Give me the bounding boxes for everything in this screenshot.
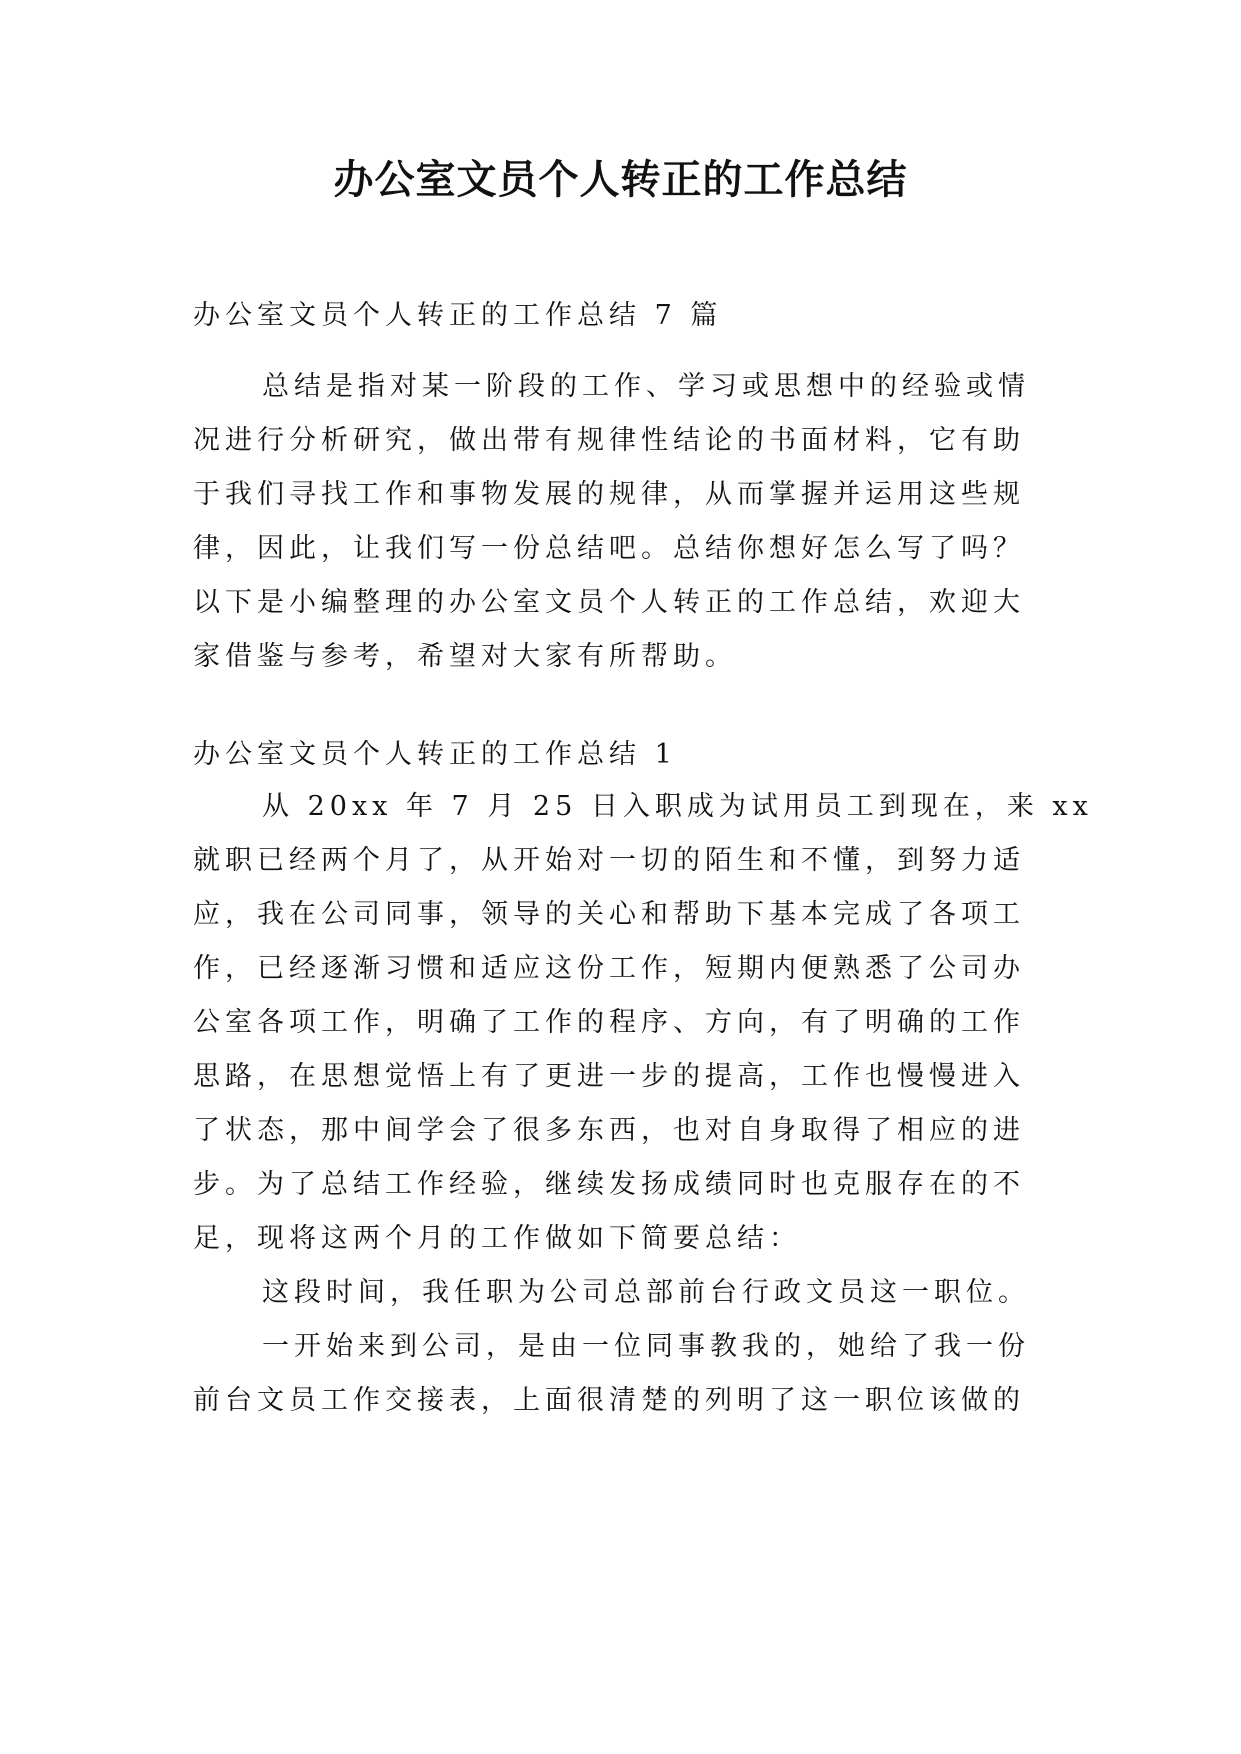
section-heading: 办公室文员个人转正的工作总结 1: [193, 739, 677, 770]
document-title: 办公室文员个人转正的工作总结: [333, 157, 908, 203]
paragraph-line: 前台文员工作交接表，上面很清楚的列明了这一职位该做的: [193, 1385, 1025, 1416]
intro-line: 家借鉴与参考，希望对大家有所帮助。: [193, 641, 737, 672]
paragraph-line: 就职已经两个月了，从开始对一切的陌生和不懂，到努力适: [193, 845, 1025, 876]
intro-line: 律，因此，让我们写一份总结吧。总结你想好怎么写了吗？: [193, 533, 1025, 564]
intro-line: 以下是小编整理的办公室文员个人转正的工作总结，欢迎大: [193, 587, 1025, 618]
paragraph-line: 一开始来到公司，是由一位同事教我的，她给了我一份: [262, 1331, 1030, 1362]
paragraph-line: 作，已经逐渐习惯和适应这份工作，短期内便熟悉了公司办: [193, 953, 1025, 984]
intro-line: 于我们寻找工作和事物发展的规律，从而掌握并运用这些规: [193, 479, 1025, 510]
paragraph-line: 思路，在思想觉悟上有了更进一步的提高，工作也慢慢进入: [193, 1061, 1025, 1092]
intro-line: 总结是指对某一阶段的工作、学习或思想中的经验或情: [262, 371, 1030, 402]
document-subtitle: 办公室文员个人转正的工作总结 7 篇: [193, 300, 723, 331]
paragraph-line: 从 20xx 年 7 月 25 日入职成为试用员工到现在，来 xx: [262, 791, 1093, 822]
paragraph-line: 应，我在公司同事，领导的关心和帮助下基本完成了各项工: [193, 899, 1025, 930]
intro-line: 况进行分析研究，做出带有规律性结论的书面材料，它有助: [193, 425, 1025, 456]
paragraph-line: 步。为了总结工作经验，继续发扬成绩同时也克服存在的不: [193, 1169, 1025, 1200]
paragraph-line: 足，现将这两个月的工作做如下简要总结：: [193, 1223, 801, 1254]
paragraph-line: 了状态，那中间学会了很多东西，也对自身取得了相应的进: [193, 1115, 1025, 1146]
paragraph-line: 公室各项工作，明确了工作的程序、方向，有了明确的工作: [193, 1007, 1025, 1038]
section1-paragraph-2: 这段时间，我任职为公司总部前台行政文员这一职位。: [262, 1277, 1030, 1308]
